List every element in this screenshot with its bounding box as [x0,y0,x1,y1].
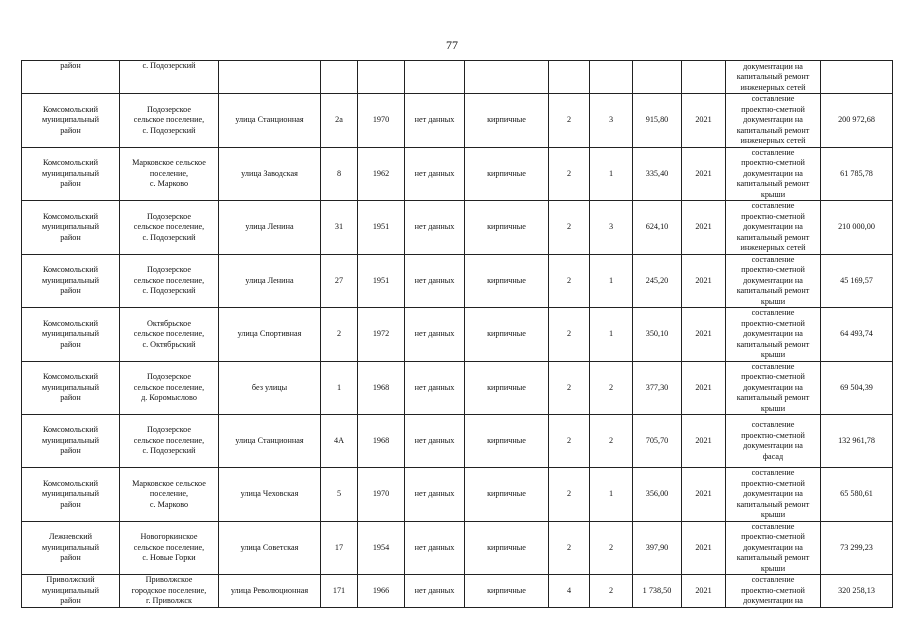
cell-settlement [120,254,219,308]
cell-settlement [120,415,219,468]
cell-work-type-line: документации на [743,441,803,450]
cell-floors: 2 [549,415,590,468]
cell-entrances: 1 [590,468,633,522]
table-row [22,468,893,522]
cell-entrances: 1 [590,147,633,201]
cell-settlement-line: д. Коромыслово [141,393,197,402]
cell-entrances: 1 [590,308,633,362]
cell-cost: 200 972,68 [821,94,893,148]
cell-cost: 210 000,00 [821,201,893,255]
cell-district [22,201,120,255]
cell-district-line: Комсомольский [42,425,99,435]
cell-district-line: район [60,446,81,456]
cell-district-line: Комсомольский [42,265,99,274]
cell-cost: 69 504,39 [821,361,893,415]
cell-district-line: Комсомольский [42,211,99,221]
cell-district-line: Комсомольский [42,478,99,488]
cell-street: улица Чеховская [219,468,321,522]
cell-house-number: 27 [321,254,358,308]
table-row [22,308,893,362]
cell-district-line: муниципальный [42,329,99,338]
cell-settlement-line: г. Приволжск [146,596,192,605]
cell-work-type-line: капитальный ремонт [736,125,810,135]
cell-work-type-line: документации на [743,382,803,392]
cell-floors: 4 [549,575,590,608]
cell-work-type [726,361,821,415]
table-row [22,147,893,201]
cell-settlement-line: Марковское сельское [132,478,206,488]
cell-area: 245,20 [633,254,682,308]
cell-work-type-line: составление [751,521,795,531]
cell-plan-year: 2021 [682,575,726,608]
cell-entrances: 2 [590,575,633,608]
cell-district-line: район [60,232,81,242]
cell-work-type-line: документации на [743,115,803,124]
table-row [22,575,893,608]
cell-settlement-line: Подозерское [146,211,191,221]
cell-district-line: район [60,499,81,509]
cell-build-year: 1972 [358,308,405,362]
cell-settlement-line: сельское поселение, [133,382,205,392]
cell-work-type [726,521,821,575]
cell-house-number: 2а [321,94,358,148]
cell-work-type-line: проектно-сметной [741,265,805,274]
cell-settlement-line: Октябрьское [146,318,192,328]
cell-status: нет данных [405,415,465,468]
cell-work-type-line: инженерных сетей [740,136,806,145]
cell-floors: 2 [549,361,590,415]
cell-status: нет данных [405,254,465,308]
cell-work-type-line: составление [751,361,795,371]
cell-entrances: 3 [590,201,633,255]
cell-district [22,468,120,522]
cell-street: улица Революционная [219,575,321,608]
cell-entrances: 2 [590,361,633,415]
cell-plan-year: 2021 [682,415,726,468]
cell-settlement-line: Подозерское [146,265,191,274]
cell-district-line: район [60,553,81,562]
cell-street: улица Станционная [219,94,321,148]
cell-settlement-line: сельское поселение, [133,435,205,445]
cell-district-line: муниципальный [42,585,99,595]
cell-work-type [726,308,821,362]
cell-settlement [120,521,219,575]
cell-area: 397,90 [633,521,682,575]
cell-work-type-line: инженерных сетей [740,82,806,92]
cell-status: нет данных [405,468,465,522]
cell-area: 624,10 [633,201,682,255]
cell-settlement-line: Подозерское [146,104,191,114]
cell-district-line: район [60,61,81,70]
cell-status: нет данных [405,147,465,201]
cell-build-year [358,61,405,94]
cell-wall-material: кирпичные [465,521,549,575]
cell-street: улица Станционная [219,415,321,468]
cell-district-line: район [60,179,81,188]
cell-district-line: Комсомольский [42,372,99,381]
cell-floors: 2 [549,521,590,575]
cell-district-line: Приволжский [46,575,95,584]
cell-build-year: 1968 [358,361,405,415]
cell-settlement-line: Новогоркинское [140,532,198,541]
cell-plan-year: 2021 [682,254,726,308]
cell-build-year: 1970 [358,94,405,148]
cell-work-type-line: документации на [743,222,803,231]
cell-settlement-line: сельское поселение, [133,275,205,285]
cell-house-number: 8 [321,147,358,201]
cell-wall-material: кирпичные [465,361,549,415]
cell-plan-year: 2021 [682,94,726,148]
cell-area: 705,70 [633,415,682,468]
cell-status: нет данных [405,521,465,575]
cell-work-type [726,575,821,608]
cell-area: 356,00 [633,468,682,522]
cell-work-type-line: крыши [760,189,786,199]
cell-wall-material: кирпичные [465,468,549,522]
cell-street: без улицы [219,361,321,415]
cell-settlement [120,61,219,94]
cell-floors: 2 [549,308,590,362]
cell-work-type-line: проектно-сметной [741,585,805,595]
cell-build-year: 1954 [358,521,405,575]
cell-plan-year: 2021 [682,147,726,201]
cell-wall-material: кирпичные [465,575,549,608]
cell-street: улица Заводская [219,147,321,201]
cell-work-type-line: документации на [743,61,803,71]
cell-work-type-line: инженерных сетей [740,243,806,252]
cell-house-number: 171 [321,575,358,608]
cell-house-number [321,61,358,94]
cell-settlement-line: с. Марково [149,179,189,188]
cell-status: нет данных [405,201,465,255]
cell-work-type-line: капитальный ремонт [736,286,810,295]
cell-settlement-line: городское поселение, [131,585,207,595]
cell-house-number: 2 [321,308,358,362]
cell-settlement-line: сельское поселение, [133,542,205,552]
cell-wall-material: кирпичные [465,201,549,255]
cell-floors: 2 [549,201,590,255]
cell-district [22,254,120,308]
cell-settlement-line: с. Октябрьский [142,339,196,349]
cell-work-type-line: составление [751,468,795,477]
table-body [22,61,893,608]
cell-district-line: муниципальный [42,168,99,178]
cell-district-line: район [60,125,81,135]
cell-plan-year: 2021 [682,521,726,575]
cell-wall-material: кирпичные [465,415,549,468]
cell-settlement-line: сельское поселение, [133,329,205,338]
table-row [22,94,893,148]
cell-district-line: муниципальный [42,435,99,445]
cell-settlement-line: с. Новые Горки [142,553,196,562]
cell-work-type-line: проектно-сметной [741,318,805,328]
cell-cost [821,61,893,94]
cell-settlement-line: с. Марково [149,499,189,509]
cell-district [22,94,120,148]
cell-work-type-line: проектно-сметной [741,211,805,221]
cell-status: нет данных [405,308,465,362]
cell-entrances [590,61,633,94]
cell-entrances: 1 [590,254,633,308]
cell-plan-year: 2021 [682,201,726,255]
table-row [22,61,893,94]
cell-work-type-line: крыши [760,563,786,573]
cell-work-type-line: составление [751,254,795,264]
table-row [22,201,893,255]
cell-district-line: муниципальный [42,115,99,124]
cell-work-type-line: составление [751,575,795,584]
cell-district [22,575,120,608]
cell-wall-material: кирпичные [465,254,549,308]
table-row [22,415,893,468]
cell-work-type-line: капитальный ремонт [736,553,810,562]
cell-work-type-line: капитальный ремонт [736,179,810,188]
cell-settlement [120,468,219,522]
cell-district [22,308,120,362]
cell-work-type-line: составление [751,147,795,157]
cell-wall-material: кирпичные [465,94,549,148]
cell-build-year: 1951 [358,201,405,255]
cell-settlement-line: Приволжское [145,575,193,584]
cell-work-type-line: проектно-сметной [741,478,805,488]
cell-district-line: Комсомольский [42,158,99,167]
cell-plan-year: 2021 [682,468,726,522]
cell-build-year: 1966 [358,575,405,608]
cell-work-type-line: проектно-сметной [741,158,805,167]
cell-floors: 2 [549,468,590,522]
cell-work-type [726,147,821,201]
cell-settlement-line: Подозерское [146,425,191,435]
cell-status: нет данных [405,94,465,148]
housing-registry-table [21,60,893,608]
cell-work-type-line: проектно-сметной [741,372,805,381]
cell-build-year: 1962 [358,147,405,201]
cell-floors: 2 [549,94,590,148]
table-row [22,521,893,575]
cell-settlement-line: с. Подозерский [142,232,196,242]
cell-district [22,415,120,468]
cell-district-line: муниципальный [42,382,99,392]
cell-area [633,61,682,94]
cell-settlement-line: с. Подозерский [142,286,196,295]
cell-cost: 132 961,78 [821,415,893,468]
cell-wall-material: кирпичные [465,147,549,201]
cell-work-type-line: документации на [743,542,803,552]
cell-cost: 65 580,61 [821,468,893,522]
cell-floors [549,61,590,94]
cell-floors: 2 [549,254,590,308]
cell-work-type-line: составление [751,201,795,210]
cell-house-number: 31 [321,201,358,255]
cell-district-line: муниципальный [42,489,99,498]
cell-plan-year: 2021 [682,361,726,415]
cell-work-type-line: крыши [760,510,786,519]
cell-area: 1 738,50 [633,575,682,608]
cell-work-type-line: капитальный ремонт [736,339,810,349]
cell-status: нет данных [405,361,465,415]
cell-cost: 320 258,13 [821,575,893,608]
cell-work-type-line: проектно-сметной [741,532,805,541]
cell-work-type [726,201,821,255]
page-number: 77 [446,38,458,52]
cell-settlement-line: с. Подозерский [142,61,196,70]
cell-district-line: муниципальный [42,542,99,552]
cell-wall-material [465,61,549,94]
cell-district-line: муниципальный [42,222,99,231]
cell-area: 335,40 [633,147,682,201]
cell-street: улица Спортивная [219,308,321,362]
cell-cost: 64 493,74 [821,308,893,362]
cell-work-type-line: капитальный ремонт [736,499,810,509]
cell-work-type [726,415,821,468]
cell-settlement [120,308,219,362]
cell-district-line: район [60,596,81,605]
cell-street: улица Ленина [219,254,321,308]
cell-district [22,521,120,575]
cell-settlement-line: сельское поселение, [133,222,205,231]
cell-status: нет данных [405,575,465,608]
cell-district-line: Лежневский [49,532,92,541]
cell-street: улица Советская [219,521,321,575]
cell-build-year: 1951 [358,254,405,308]
cell-work-type-line: документации на [743,329,803,338]
cell-work-type-line: документации на [743,275,803,285]
cell-work-type-line: капитальный ремонт [736,393,810,402]
cell-work-type-line: фасад [762,451,784,461]
cell-settlement [120,94,219,148]
cell-build-year: 1970 [358,468,405,522]
cell-build-year: 1968 [358,415,405,468]
cell-settlement-line: Марковское сельское [132,158,206,167]
cell-work-type [726,61,821,94]
cell-work-type-line: документации на [743,596,803,605]
cell-street: улица Ленина [219,201,321,255]
cell-plan-year [682,61,726,94]
cell-work-type-line: капитальный ремонт [736,72,810,81]
cell-plan-year: 2021 [682,308,726,362]
cell-settlement-line: поселение, [149,489,189,498]
cell-cost: 45 169,57 [821,254,893,308]
cell-street [219,61,321,94]
cell-district [22,61,120,94]
cell-status [405,61,465,94]
table-row [22,361,893,415]
cell-district-line: муниципальный [42,275,99,285]
cell-district-line: Комсомольский [42,318,99,328]
cell-district-line: район [60,286,81,295]
cell-settlement [120,201,219,255]
cell-settlement-line: с. Подозерский [142,446,196,456]
cell-district [22,361,120,415]
cell-work-type [726,94,821,148]
cell-entrances: 3 [590,94,633,148]
cell-district-line: район [60,339,81,349]
cell-settlement [120,575,219,608]
cell-house-number: 17 [321,521,358,575]
cell-entrances: 2 [590,521,633,575]
cell-district-line: район [60,393,81,402]
cell-work-type-line: документации на [743,489,803,498]
cell-area: 350,10 [633,308,682,362]
cell-work-type-line: составление [751,420,795,429]
cell-area: 377,30 [633,361,682,415]
table-row [22,254,893,308]
cell-cost: 73 299,23 [821,521,893,575]
cell-floors: 2 [549,147,590,201]
cell-work-type-line: проектно-сметной [741,430,805,440]
cell-work-type-line: капитальный ремонт [736,232,810,242]
cell-work-type-line: крыши [760,296,786,306]
cell-house-number: 5 [321,468,358,522]
cell-settlement-line: Подозерское [146,372,191,381]
cell-work-type-line: документации на [743,168,803,178]
cell-settlement-line: с. Подозерский [142,125,196,135]
cell-district-line: Комсомольский [42,104,99,114]
cell-work-type-line: крыши [760,350,786,359]
cell-work-type [726,254,821,308]
cell-district [22,147,120,201]
cell-house-number: 1 [321,361,358,415]
cell-work-type-line: проектно-сметной [741,104,805,114]
cell-area: 915,80 [633,94,682,148]
cell-settlement [120,361,219,415]
cell-house-number: 4А [321,415,358,468]
cell-settlement-line: поселение, [149,168,189,178]
cell-wall-material: кирпичные [465,308,549,362]
cell-work-type-line: крыши [760,403,786,413]
cell-settlement [120,147,219,201]
cell-work-type-line: составление [751,308,795,317]
cell-cost: 61 785,78 [821,147,893,201]
cell-work-type-line: составление [751,94,795,103]
cell-work-type [726,468,821,522]
cell-entrances: 2 [590,415,633,468]
cell-settlement-line: сельское поселение, [133,115,205,124]
